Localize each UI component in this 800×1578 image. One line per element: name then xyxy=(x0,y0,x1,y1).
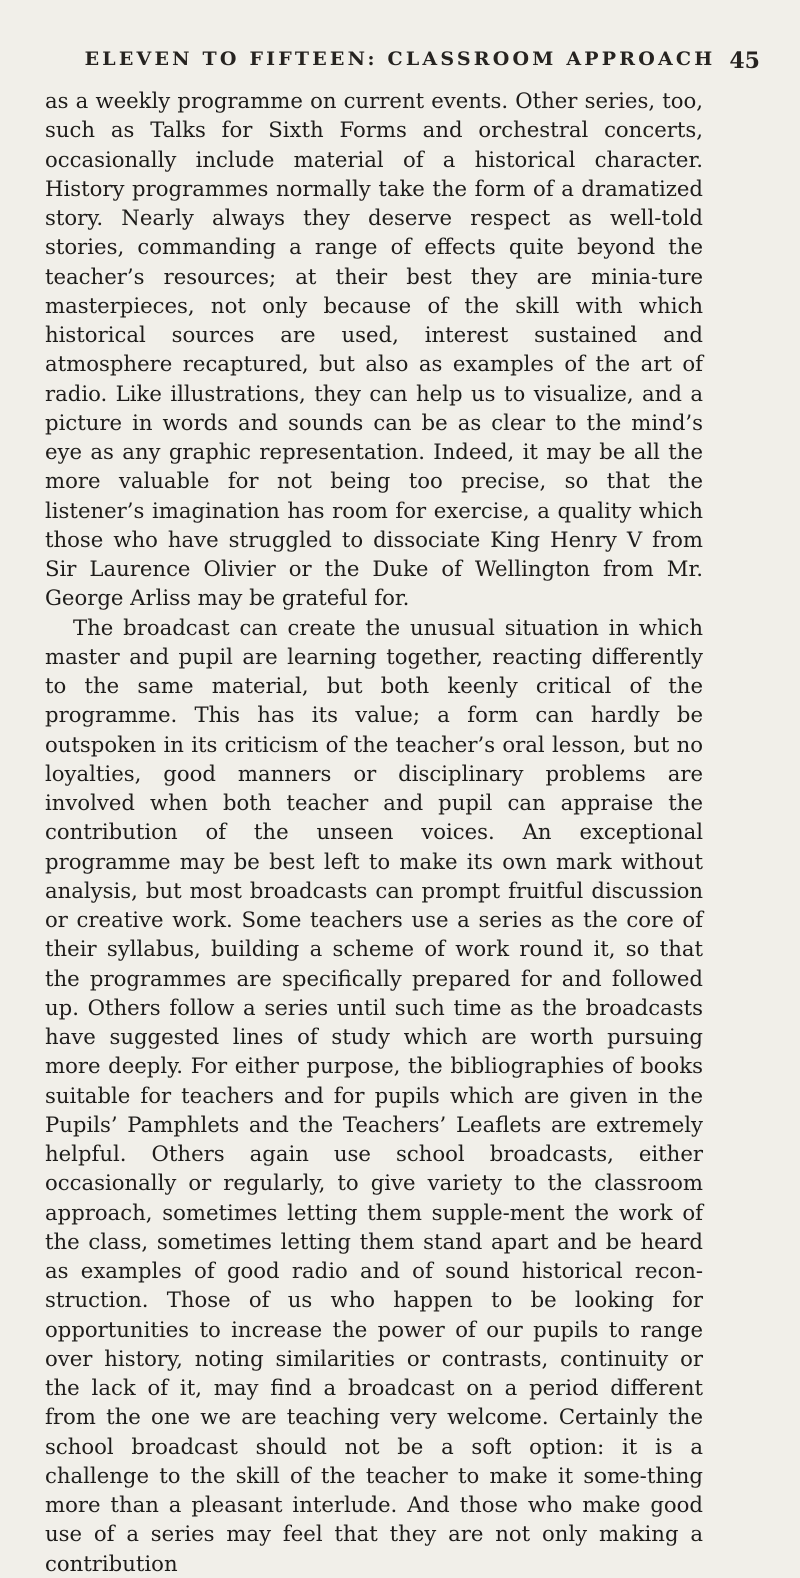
paragraph-1: as a weekly programme on current events. Other series, too, such as Talks for Sixth Forms and orchestral concerts, occasionally include material of a historical character. History programmes normally take the form of a dramatized story. Nearly always they deserve respect as well-told stories, commanding a range of effects quite beyond the teacher’s resources; at their best they are minia-ture masterpieces, not only because of the skill with which historical sources are used, interest sustained and atmosphere recaptured, but also as examples of the art of radio. Like illustrations, they can help us to visualize, and a picture in words and sounds can be as clear to the mind’s eye as any graphic representation. Indeed, it may be all the more valuable for not being too precise, so that the listener’s imagination has room for exercise, a quality which those who have struggled to dissociate King Henry V from Sir Laurence Olivier or the Duke of Wellington from Mr. George Arliss may be grateful for. xyxy=(45,88,703,611)
running-head xyxy=(40,48,760,78)
paragraph-2: The broadcast can create the unusual situation in which master and pupil are learning together, reacting differently to the same material, but both keenly critical of the programme. This has its value; a form can hardly be outspoken in its criticism of the teacher’s oral lesson, but no loyalties, good manners or disciplinary problems are involved when both teacher and pupil can appraise the contribution of the unseen voices. An exceptional programme may be best left to make its own mark without analysis, but most broadcasts can prompt fruitful discussion or creative work. Some teachers use a series as the core of their syllabus, building a scheme of work round it, so that the programmes are specifically prepared for and followed up. Others follow a series until such time as the broadcasts have suggested lines of study which are worth pursuing more deeply. For either purpose, the bibliographies of books suitable for teachers and for pupils which are given in the Pupils’ Pamphlets and the Teachers’ Leaflets are extremely helpful. Others again use school broadcasts, either occasionally or regularly, to give variety to the classroom approach, sometimes letting them supple-ment the work of the class, sometimes letting them stand apart and be heard as examples of good radio and of sound historical recon-struction. Those of us who happen to be looking for opportunities to increase the power of our pupils to range over history, noting similarities or contrasts, continuity or the lack of it, may find a broadcast on a period different from the one we are teaching very welcome. Certainly the school broadcast should not be a soft option: it is a challenge to the skill of the teacher to make it some-thing more than a pleasant interlude. And those who make good use of a series may feel that they are not only making a contribution xyxy=(45,614,703,1576)
page-number: 45 xyxy=(729,48,760,74)
body-text xyxy=(45,86,703,1578)
running-title: ELEVEN TO FIFTEEN: CLASSROOM APPROACH xyxy=(84,48,716,70)
